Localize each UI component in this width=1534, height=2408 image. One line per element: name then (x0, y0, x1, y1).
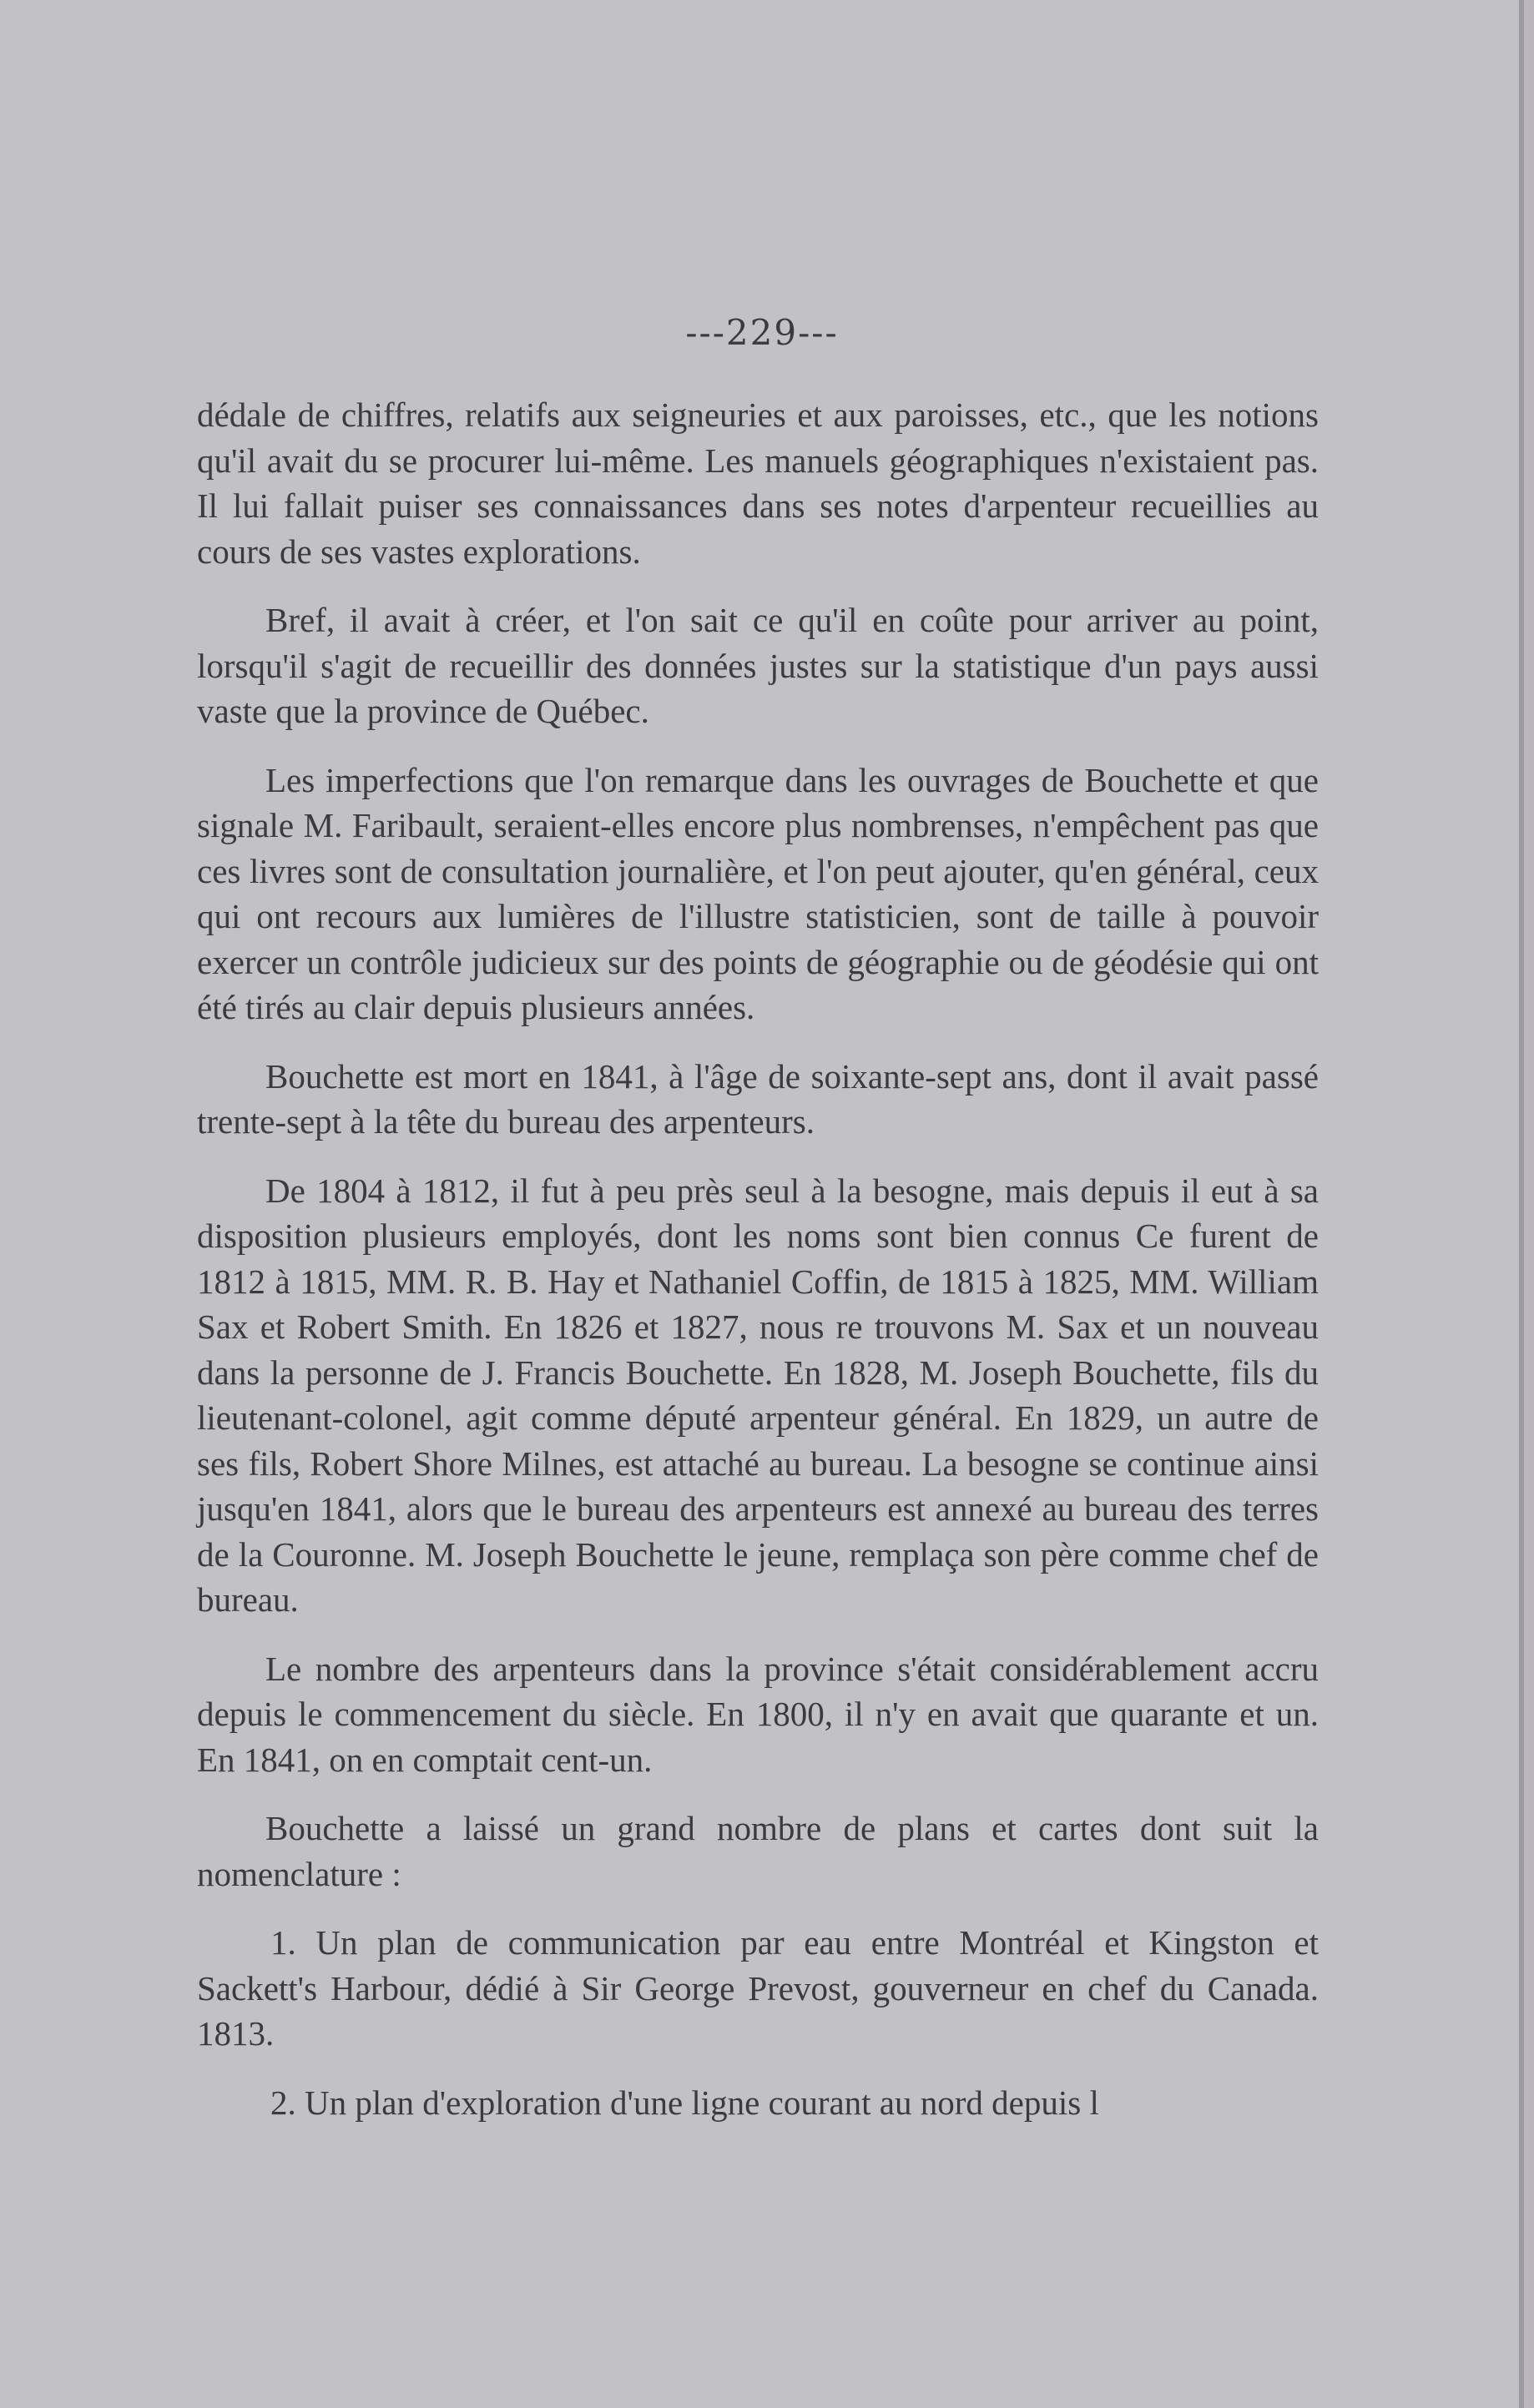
paragraph: Bouchette est mort en 1841, à l'âge de soixante-sept ans, dont il avait passé trente-sept à la tête du bureau des arpenteurs. (197, 1056, 1319, 1141)
paragraph-continuation: dédale de chiffres, relatifs aux seigneuries et aux paroisses, etc., que les notions qu'il avait du se procurer lui-même. Les manuels géographiques n'existaient pas. Il lui fallait puiser ses connaissances dans ses notes d'arpenteur recueillies au cours de ses vastes explorations. (197, 395, 1319, 571)
page-number: ---229--- (685, 312, 839, 353)
paragraph: Les imperfections que l'on remarque dans les ouvrages de Bouchette et que signale M. Faribault, seraient-elles encore plus nombrenses, n'empêchent pas que ces livres sont de consultation journalière, et l'on peut ajouter, qu'en général, ceux qui ont recours aux lumières de l'illustre statisticien, sont de taille à pouvoir exercer un contrôle judicieux sur des points de géographie ou de géodésie qui ont été tirés au clair depuis plusieurs années. (197, 760, 1319, 1026)
list-item: 1. Un plan de communication par eau entre Montréal et Kingston et Sackett's Harbour, dédié à Sir George Prevost, gouverneur en chef du Canada. 1813. (197, 1923, 1319, 2053)
paragraph: Bref, il avait à créer, et l'on sait ce qu'il en coûte pour arriver au point, lorsqu'il s'agit de recueillir des données justes sur la statistique d'un pays aussi vaste que la province de Québec. (197, 601, 1319, 730)
paragraph: De 1804 à 1812, il fut à peu près seul à la besogne, mais depuis il eut à sa disposition plusieurs employés, dont les noms sont bien connus Ce furent de 1812 à 1815, MM. R. B. Hay et Nathaniel Coffin, de 1815 à 1825, MM. William Sax et Robert Smith. En 1826 et 1827, nous re trouvons M. Sax et un nouveau dans la personne de J. Francis Bouchette. En 1828, M. Joseph Bouchette, fils du lieutenant-colonel, agit comme député arpenteur général. En 1829, un autre de ses fils, Robert Shore Milnes, est attaché au bureau. La besogne se continue ainsi jusqu'en 1841, alors que le bureau des arpenteurs est annexé au bureau des terres de la Couronne. M. Joseph Bouchette le jeune, remplaça son père comme chef de bureau. (197, 1171, 1319, 1619)
paragraph: Bouchette a laissé un grand nombre de plans et cartes dont suit la nomenclature : (197, 1809, 1319, 1893)
body-text (197, 392, 1319, 2149)
list-item: 2. Un plan d'exploration d'une ligne courant au nord depuis l (270, 2083, 1099, 2122)
paragraph: Le nombre des arpenteurs dans la province s'était considérablement accru depuis le commencement du siècle. En 1800, il n'y en avait que quarante et un. En 1841, on en comptait cent-un. (197, 1649, 1319, 1779)
